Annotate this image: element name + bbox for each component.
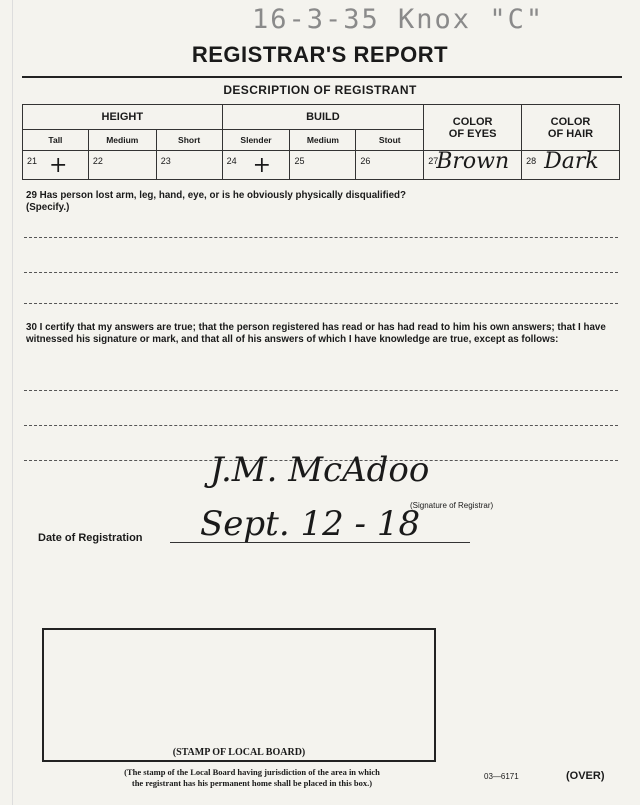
slender-mark: + (252, 153, 272, 178)
field-number: 27 (428, 156, 439, 166)
stamp-label: (STAMP OF LOCAL BOARD) (172, 747, 306, 758)
field-number: 28 (526, 156, 537, 166)
stamp-code: 16-3-35 Knox "C" (252, 4, 545, 35)
hair-header (522, 105, 620, 151)
short-subhead: Short (156, 130, 222, 151)
question-30: 30 I certify that my answers are true; that the person registered has read or has had read to him his own answers; that I have witnessed his signature or mark, and that all of his answers of which I have knowledge are true, except as follows: (26, 322, 606, 345)
tall-cell (23, 151, 89, 180)
field-number: 25 (294, 156, 305, 166)
date-label: Date of Registration (38, 532, 143, 544)
field-number: 24 (226, 156, 237, 166)
section-title: DESCRIPTION OF REGISTRANT (223, 83, 417, 97)
short-cell (156, 151, 222, 180)
answer-line (24, 425, 618, 426)
medium-cell (88, 151, 156, 180)
slender-subhead: Slender (222, 130, 290, 151)
footnote (52, 767, 452, 789)
registrar-signature: J.M. McAdoo (210, 450, 430, 490)
build-medium-cell (290, 151, 356, 180)
field-number: 22 (92, 156, 103, 166)
description-table (22, 104, 620, 180)
eyes-header-label: COLOR OF EYES (448, 115, 497, 140)
eyes-value: Brown (436, 149, 510, 174)
footnote-line: the registrant has his permanent home shall be placed in this box.) (131, 778, 373, 788)
slender-cell (222, 151, 290, 180)
hair-value: Dark (544, 149, 599, 174)
over-label: (OVER) (566, 770, 605, 782)
question-29-specify: (Specify.) (26, 202, 70, 213)
field-number: 21 (27, 156, 38, 166)
answer-line (24, 390, 618, 391)
signature-area (200, 448, 540, 508)
build-medium-subhead: Medium (290, 130, 356, 151)
height-header: HEIGHT (23, 105, 223, 130)
hair-cell (522, 151, 620, 180)
answer-line (24, 272, 618, 273)
paper-edge (12, 0, 13, 805)
answer-line (24, 303, 618, 304)
form-number: 03—6171 (484, 772, 519, 781)
eyes-header (424, 105, 522, 151)
tall-mark: + (49, 153, 68, 178)
title-rule (22, 76, 622, 78)
signature-label: (Signature of Registrar) (410, 501, 494, 510)
page-title: REGISTRAR'S REPORT (191, 42, 449, 67)
stout-subhead: Stout (356, 130, 424, 151)
footnote-line: (The stamp of the Local Board having jurisdiction of the area in which (124, 767, 380, 777)
field-number: 23 (160, 156, 171, 166)
answer-line (24, 237, 618, 238)
stamp-box (42, 628, 436, 762)
eyes-cell (424, 151, 522, 180)
field-number: 26 (360, 156, 371, 166)
tall-subhead: Tall (23, 130, 89, 151)
stout-cell (356, 151, 424, 180)
date-value: Sept. 12 - 18 (200, 504, 421, 544)
question-29-text: 29 Has person lost arm, leg, hand, eye, or is he obviously physically disqualified? (26, 190, 407, 201)
hair-header-label: COLOR OF HAIR (547, 115, 594, 140)
medium-subhead: Medium (88, 130, 156, 151)
build-header: BUILD (222, 105, 424, 130)
question-29 (26, 190, 616, 214)
